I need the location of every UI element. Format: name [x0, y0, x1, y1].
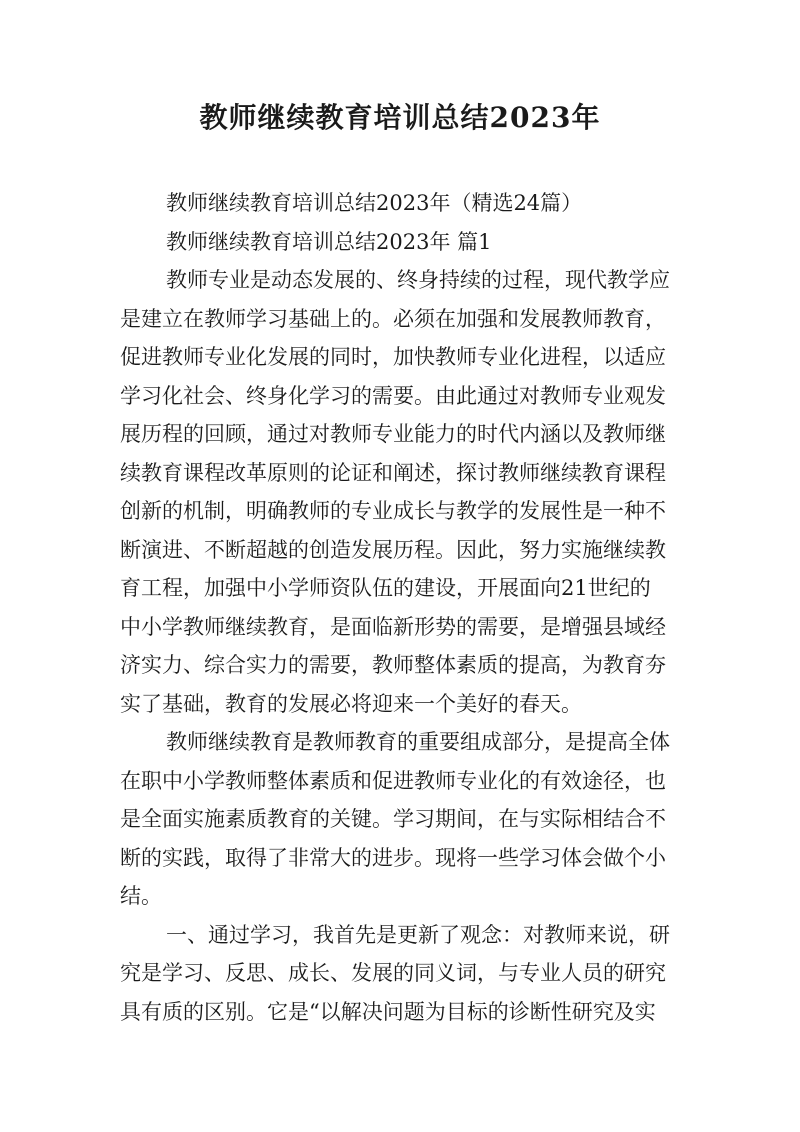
paragraph-line: 一、通过学习，我首先是更新了观念：对教师来说，研 — [166, 922, 670, 947]
paragraph-line: 断的实践，取得了非常大的进步。现将一些学习体会做个小 — [120, 845, 666, 870]
paragraph-line: 济实力、综合实力的需要，教师整体素质的提高，为教育夯 — [120, 653, 666, 677]
paragraph-line: 续教育课程改革原则的论证和阐述，探讨教师继续教育课程 — [120, 460, 666, 485]
paragraph-line: 教师专业是动态发展的、终身持续的过程，现代教学应 — [166, 268, 670, 292]
paragraph-line: 创新的机制，明确教师的专业成长与教学的发展性是一种不 — [120, 499, 666, 523]
document-body — [120, 184, 680, 1031]
paragraph-line: 断演进、不断超越的创造发展历程。因此，努力实施继续教 — [120, 537, 666, 562]
paragraph-line: 在职中小学教师整体素质和促进教师专业化的有效途径，也 — [120, 768, 666, 793]
paragraph-line: 促进教师专业化发展的同时，加快教师专业化进程，以适应 — [120, 345, 666, 369]
paragraph-line: 展历程的回顾，通过对教师专业能力的时代内涵以及教师继 — [120, 422, 666, 446]
paragraph-line: 育工程，加强中小学师资队伍的建设，开展面向21世纪的 — [120, 576, 651, 600]
paragraph-line: 教师继续教育是教师教育的重要组成部分，是提高全体 — [166, 730, 670, 754]
paragraph-line: 结。 — [120, 884, 162, 908]
paragraph-line: 学习化社会、终身化学习的需要。由此通过对教师专业观发 — [120, 383, 666, 408]
paragraph-line: 中小学教师继续教育，是面临新形势的需要，是增强县域经 — [120, 614, 666, 639]
paragraph-line: 究是学习、反思、成长、发展的同义词，与专业人员的研究 — [120, 961, 666, 985]
subtitle-line: 教师继续教育培训总结2023年（精选24篇） — [166, 191, 583, 215]
section-heading: 教师继续教育培训总结2023年 篇1 — [166, 229, 492, 254]
document-title: 教师继续教育培训总结2023年 — [199, 101, 601, 134]
paragraph-line: 是建立在教师学习基础上的。必须在加强和发展教师教育， — [120, 306, 666, 331]
paragraph-line: 是全面实施素质教育的关键。学习期间，在与实际相结合不 — [120, 807, 666, 831]
paragraph-line: 实了基础，教育的发展必将迎来一个美好的春天。 — [120, 691, 582, 716]
paragraph-line: 具有质的区别。它是“以解决问题为目标的诊断性研究及实 — [120, 999, 656, 1024]
